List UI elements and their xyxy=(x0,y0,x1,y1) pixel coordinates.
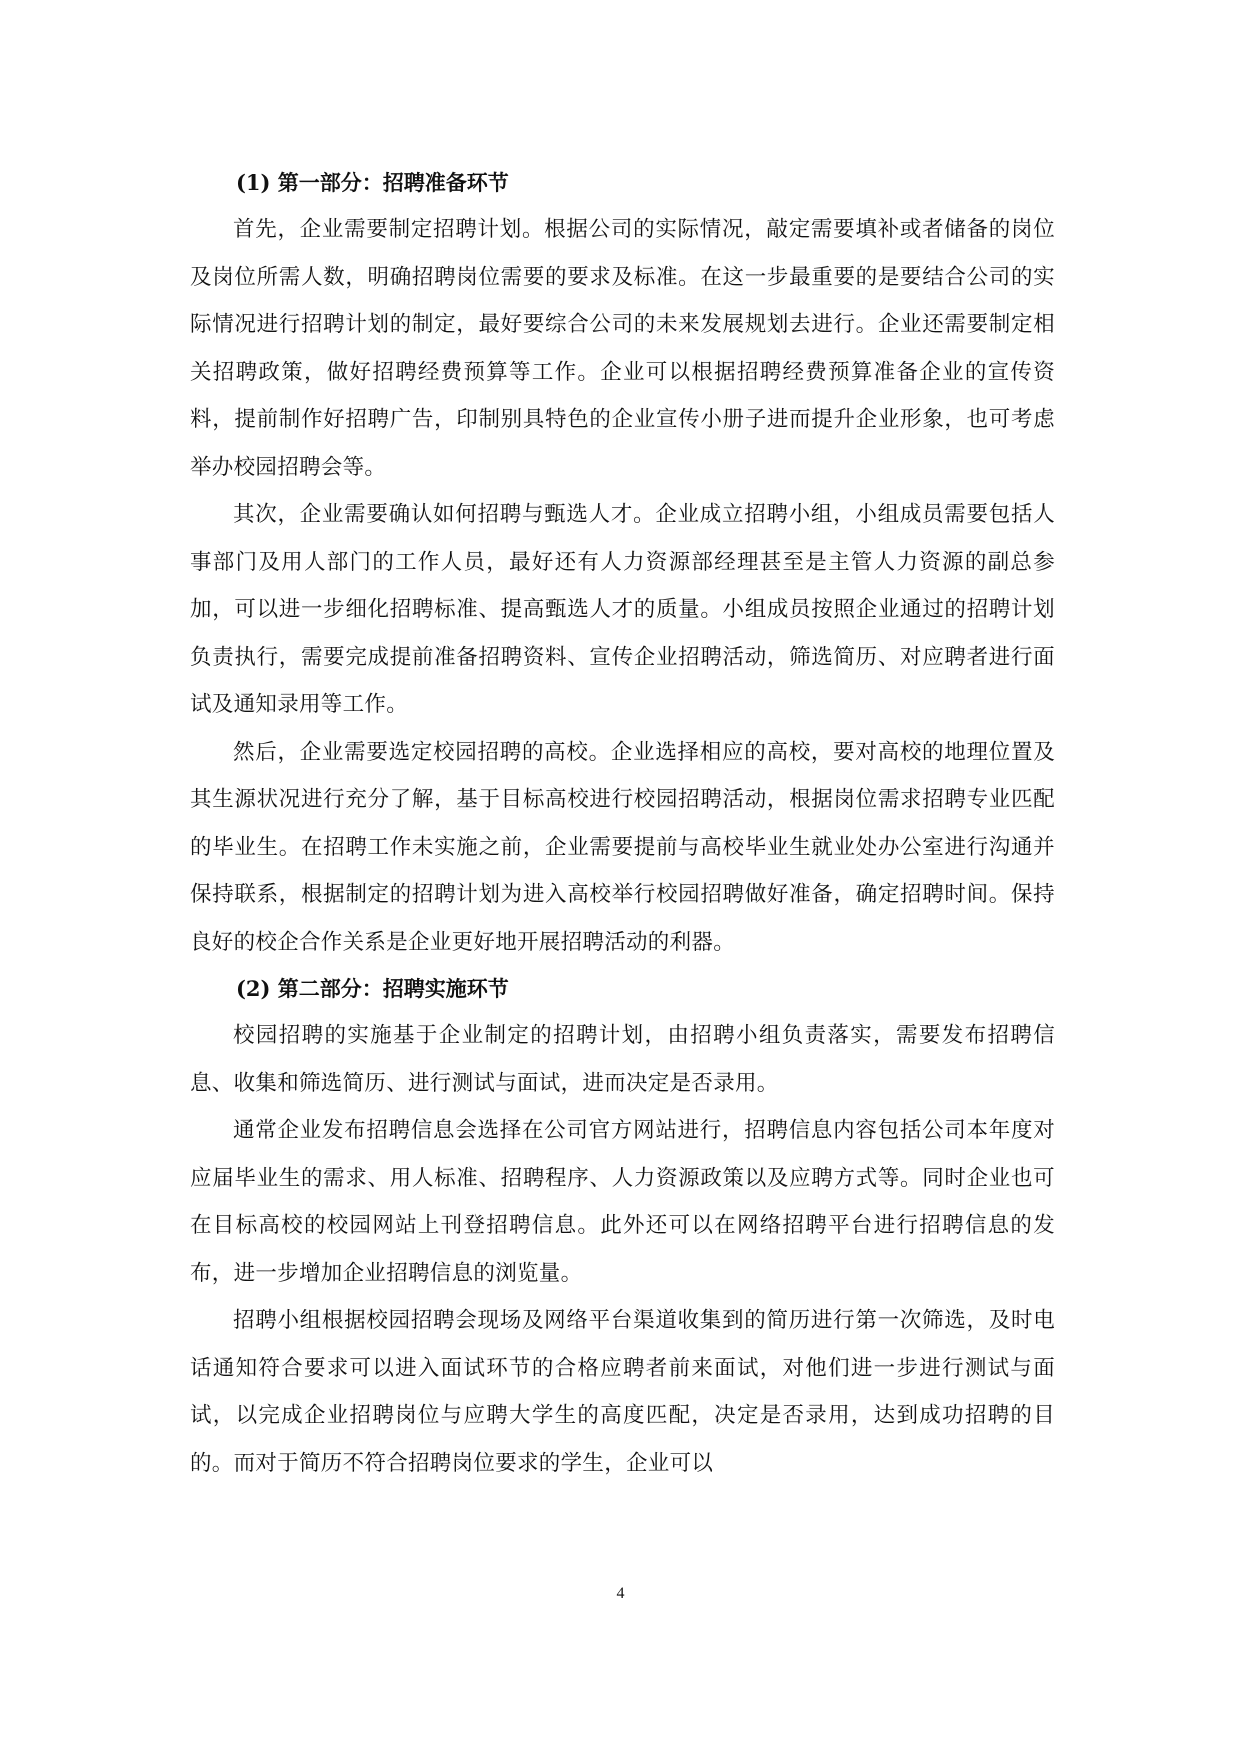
document-body xyxy=(190,160,1055,1487)
paragraph: 其次，企业需要确认如何招聘与甄选人才。企业成立招聘小组，小组成员需要包括人事部门及用人部门的工作人员，最好还有人力资源部经理甚至是主管人力资源的副总参加，可以进一步细化招聘标准、提高甄选人才的质量。小组成员按照企业通过的招聘计划负责执行，需要完成提前准备招聘资料、宣传企业招聘活动，筛选简历、对应聘者进行面试及通知录用等工作。 xyxy=(190,502,1055,717)
paragraph: 通常企业发布招聘信息会选择在公司官方网站进行，招聘信息内容包括公司本年度对应届毕业生的需求、用人标准、招聘程序、人力资源政策以及应聘方式等。同时企业也可在目标高校的校园网站上刊登招聘信息。此外还可以在网络招聘平台进行招聘信息的发布，进一步增加企业招聘信息的浏览量。 xyxy=(190,1118,1055,1286)
paragraph: 首先，企业需要制定招聘计划。根据公司的实际情况，敲定需要填补或者储备的岗位及岗位所需人数，明确招聘岗位需要的要求及标准。在这一步最重要的是要结合公司的实际情况进行招聘计划的制定，最好要综合公司的未来发展规划去进行。企业还需要制定相关招聘政策，做好招聘经费预算等工作。企业可以根据招聘经费预算准备企业的宣传资料，提前制作好招聘广告，印制别具特色的企业宣传小册子进而提升企业形象，也可考虑举办校园招聘会等。 xyxy=(190,217,1055,480)
section-heading-1: (1) 第一部分：招聘准备环节 xyxy=(236,170,509,195)
paragraph: 然后，企业需要选定校园招聘的高校。企业选择相应的高校，要对高校的地理位置及其生源状况进行充分了解，基于目标高校进行校园招聘活动，根据岗位需求招聘专业匹配的毕业生。在招聘工作未实施之前，企业需要提前与高校毕业生就业处办公室进行沟通并保持联系，根据制定的招聘计划为进入高校举行校园招聘做好准备，确定招聘时间。保持良好的校企合作关系是企业更好地开展招聘活动的利器。 xyxy=(190,739,1055,955)
paragraph: 招聘小组根据校园招聘会现场及网络平台渠道收集到的简历进行第一次筛选，及时电话通知符合要求可以进入面试环节的合格应聘者前来面试，对他们进一步进行测试与面试，以完成企业招聘岗位与应聘大学生的高度匹配，决定是否录用，达到成功招聘的目的。而对于简历不符合招聘岗位要求的学生，企业可以 xyxy=(190,1308,1055,1476)
paragraph: 校园招聘的实施基于企业制定的招聘计划，由招聘小组负责落实，需要发布招聘信息、收集和筛选简历、进行测试与面试，进而决定是否录用。 xyxy=(190,1023,1055,1096)
page-number: 4 xyxy=(616,1585,625,1602)
section-heading-2: (2) 第二部分：招聘实施环节 xyxy=(236,976,509,1001)
